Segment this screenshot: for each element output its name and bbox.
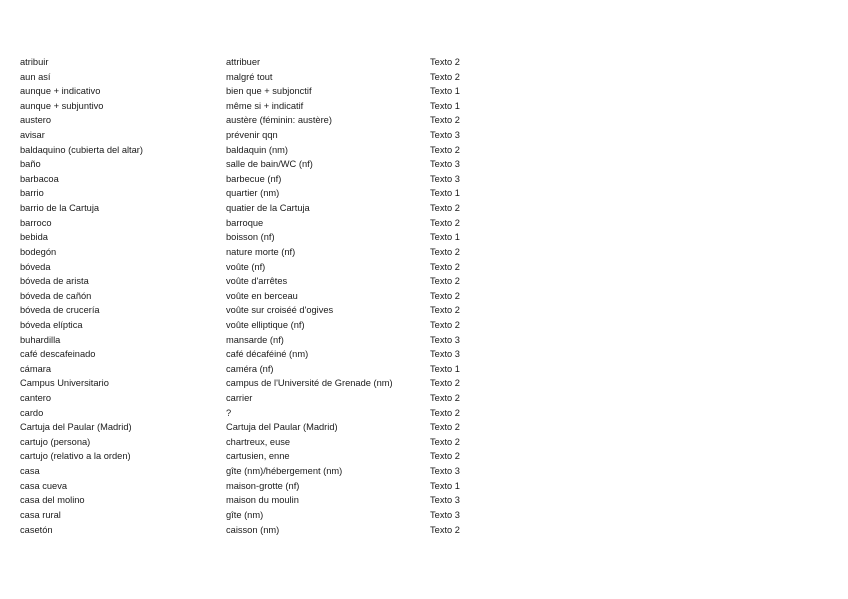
glossary-row: [20, 274, 500, 289]
spanish-term: barrio de la Cartuja: [20, 203, 100, 214]
source-text: Texto 2: [430, 393, 460, 404]
french-term: prévenir qqn: [226, 130, 278, 141]
source-text: Texto 1: [430, 188, 460, 199]
glossary-row: [20, 230, 500, 245]
spanish-term: casetón: [20, 524, 53, 535]
glossary-row: [20, 303, 500, 318]
spanish-term: bóveda elíptica: [20, 319, 83, 330]
glossary-table: [20, 55, 500, 537]
spanish-term: baldaquino (cubierta del altar): [20, 144, 144, 155]
french-term: voûte d'arrêtes: [226, 276, 288, 287]
glossary-row: [20, 376, 500, 391]
source-text: Texto 3: [430, 466, 460, 477]
source-text: Texto 2: [430, 115, 460, 126]
source-text: Texto 3: [430, 334, 460, 345]
french-term: boisson (nf): [226, 232, 275, 243]
glossary-row: [20, 464, 500, 479]
glossary-row: [20, 420, 500, 435]
french-term: café décaféiné (nm): [226, 349, 309, 360]
glossary-row: [20, 55, 500, 70]
source-text: Texto 2: [430, 290, 460, 301]
source-text: Texto 2: [430, 524, 460, 535]
spanish-term: barbacoa: [20, 173, 59, 184]
glossary-row: [20, 216, 500, 231]
french-term: voûte sur croiséé d'ogives: [226, 305, 334, 316]
spanish-term: aunque + subjuntivo: [20, 100, 104, 111]
source-text: Texto 3: [430, 130, 460, 141]
source-text: Texto 2: [430, 436, 460, 447]
glossary-row: [20, 318, 500, 333]
french-term: nature morte (nf): [226, 246, 296, 257]
french-term: gîte (nm): [226, 509, 264, 520]
source-text: Texto 3: [430, 349, 460, 360]
glossary-row: [20, 113, 500, 128]
french-term: voûte elliptique (nf): [226, 319, 305, 330]
source-text: Texto 2: [430, 144, 460, 155]
source-text: Texto 1: [430, 100, 460, 111]
french-term: barroque: [226, 217, 264, 228]
french-term: ?: [226, 407, 232, 418]
source-text: Texto 2: [430, 305, 460, 316]
glossary-row: [20, 347, 500, 362]
glossary-row: [20, 84, 500, 99]
glossary-row: [20, 157, 500, 172]
spanish-term: aun así: [20, 71, 51, 82]
glossary-row: [20, 201, 500, 216]
spanish-term: cartujo (relativo a la orden): [20, 451, 131, 462]
spanish-term: casa rural: [20, 509, 61, 520]
spanish-term: casa cueva: [20, 480, 68, 491]
source-text: Texto 2: [430, 378, 460, 389]
glossary-row: [20, 128, 500, 143]
spanish-term: casa: [20, 466, 40, 477]
spanish-term: cartujo (persona): [20, 436, 91, 447]
spanish-term: bebida: [20, 232, 48, 243]
glossary-row: [20, 449, 500, 464]
source-text: Texto 2: [430, 261, 460, 272]
glossary-row: [20, 391, 500, 406]
french-term: maison-grotte (nf): [226, 480, 300, 491]
source-text: Texto 2: [430, 217, 460, 228]
source-text: Texto 1: [430, 86, 460, 97]
french-term: bien que + subjonctif: [226, 86, 312, 97]
french-term: voûte en berceau: [226, 290, 298, 301]
french-term: voûte (nf): [226, 261, 266, 272]
spanish-term: cámara: [20, 363, 52, 374]
spanish-term: cardo: [20, 407, 44, 418]
french-term: gîte (nm)/hébergement (nm): [226, 466, 343, 477]
spanish-term: atribuir: [20, 57, 49, 67]
source-text: Texto 2: [430, 71, 460, 82]
spanish-term: bóveda de crucería: [20, 305, 100, 316]
french-term: attribuer: [226, 57, 261, 67]
glossary-row: [20, 493, 500, 508]
source-text: Texto 3: [430, 509, 460, 520]
french-term: cartusien, enne: [226, 451, 290, 462]
glossary-row: [20, 362, 500, 377]
french-term: austère (féminin: austère): [226, 115, 332, 126]
glossary-row: [20, 289, 500, 304]
spanish-term: buhardilla: [20, 334, 61, 345]
source-text: Texto 2: [430, 319, 460, 330]
french-term: barbecue (nf): [226, 173, 282, 184]
french-term: chartreux, euse: [226, 436, 291, 447]
glossary-row: [20, 479, 500, 494]
source-text: Texto 2: [430, 203, 460, 214]
source-text: Texto 2: [430, 57, 460, 67]
glossary-row: [20, 260, 500, 275]
glossary-row: [20, 523, 500, 538]
spanish-term: barroco: [20, 217, 52, 228]
source-text: Texto 1: [430, 232, 460, 243]
french-term: quatier de la Cartuja: [226, 203, 310, 214]
french-term: campus de l'Université de Grenade (nm): [226, 378, 393, 389]
french-term: maison du moulin: [226, 495, 299, 506]
glossary-row: [20, 186, 500, 201]
glossary-row: [20, 143, 500, 158]
source-text: Texto 2: [430, 422, 460, 433]
glossary-row: [20, 406, 500, 421]
french-term: malgré tout: [226, 71, 273, 82]
french-term: caméra (nf): [226, 363, 274, 374]
french-term: quartier (nm): [226, 188, 280, 199]
spanish-term: cantero: [20, 393, 52, 404]
glossary-row: [20, 99, 500, 114]
source-text: Texto 3: [430, 495, 460, 506]
spanish-term: Campus Universitario: [20, 378, 109, 389]
glossary-row: [20, 70, 500, 85]
source-text: Texto 2: [430, 451, 460, 462]
french-term: Cartuja del Paular (Madrid): [226, 422, 338, 433]
glossary-row: [20, 508, 500, 523]
source-text: Texto 2: [430, 246, 460, 257]
glossary-row: [20, 245, 500, 260]
source-text: Texto 1: [430, 363, 460, 374]
spanish-term: austero: [20, 115, 52, 126]
source-text: Texto 1: [430, 480, 460, 491]
source-text: Texto 3: [430, 159, 460, 170]
french-term: carrier: [226, 393, 253, 404]
french-term: caisson (nm): [226, 524, 280, 535]
french-term: baldaquin (nm): [226, 144, 289, 155]
spanish-term: Cartuja del Paular (Madrid): [20, 422, 132, 433]
spanish-term: café descafeinado: [20, 349, 96, 360]
spanish-term: bodegón: [20, 246, 57, 257]
spanish-term: bóveda de arista: [20, 276, 89, 287]
source-text: Texto 2: [430, 407, 460, 418]
spanish-term: avisar: [20, 130, 45, 141]
spanish-term: aunque + indicativo: [20, 86, 101, 97]
source-text: Texto 3: [430, 173, 460, 184]
glossary-row: [20, 333, 500, 348]
spanish-term: baño: [20, 159, 41, 170]
french-term: mansarde (nf): [226, 334, 284, 345]
spanish-term: casa del molino: [20, 495, 85, 506]
spanish-term: bóveda: [20, 261, 51, 272]
glossary-row: [20, 172, 500, 187]
spanish-term: barrio: [20, 188, 44, 199]
french-term: même si + indicatif: [226, 100, 304, 111]
french-term: salle de bain/WC (nf): [226, 159, 313, 170]
glossary-row: [20, 435, 500, 450]
source-text: Texto 2: [430, 276, 460, 287]
spanish-term: bóveda de cañón: [20, 290, 92, 301]
